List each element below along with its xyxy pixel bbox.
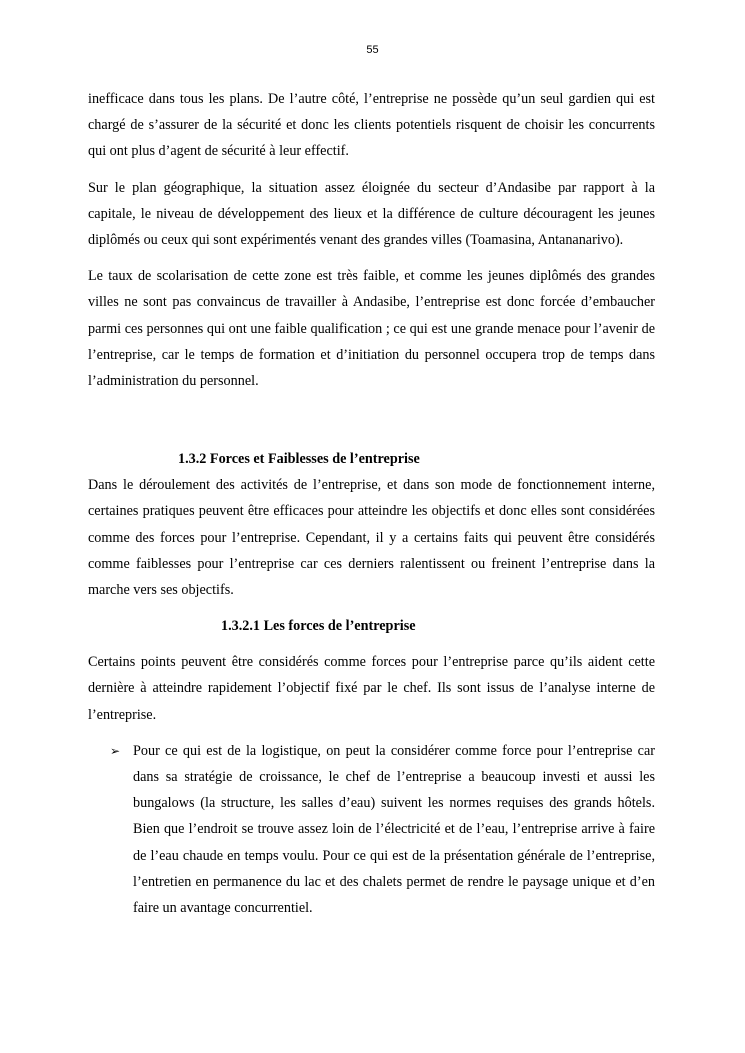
paragraph-schooling: Le taux de scolarisation de cette zone est très faible, et comme les jeunes diplômés des grandes villes ne sont pas convaincus de travailler à Andasibe, l’entreprise est donc forcée d’embaucher parmi ces personnes qui ont une faible qualification ; ce qui est une grande menace pour l’avenir de l’entreprise, car le temps de formation et d’initiation du personnel occupera trop de temps dans l’administration du personnel.	[88, 268, 655, 390]
paragraph-security: inefficace dans tous les plans. De l’autre côté, l’entreprise ne possède qu’un seul gardien qui est chargé de s’assurer de la sécurité et donc les clients potentiels risquent de choisir les concurrents qui ont plus d’agent de sécurité à leur effectif.	[88, 91, 655, 160]
paragraph-geography: Sur le plan géographique, la situation assez éloignée du secteur d’Andasibe par rapport à la capitale, le niveau de développement des lieux et la différence de culture découragent les jeunes diplômés ou ceux qui sont expérimentés venant des grandes villes (Toamasina, Antananarivo).	[88, 179, 655, 249]
subsection-heading: 1.3.2.1 Les forces de l’entreprise	[221, 618, 416, 635]
paragraph-strengths-weaknesses-intro: Dans le déroulement des activités de l’entreprise, et dans son mode de fonctionnement interne, certaines pratiques peuvent être efficaces pour atteindre les objectifs et donc elles sont considérées comme des forces pour l’entreprise. Cependant, il y a certains faits qui peuvent être considérés comme faiblesses pour l’entreprise car ces derniers ralentissent ou freinent l’entreprise dans la marche vers ses objectifs.	[88, 477, 655, 599]
arrow-bullet-icon: ➢	[110, 743, 121, 758]
section-heading: 1.3.2 Forces et Faiblesses de l’entreprise	[178, 451, 420, 468]
paragraph-strengths-intro: Certains points peuvent être considérés comme forces pour l’entreprise parce qu’ils aident cette dernière à atteindre rapidement l’objectif fixé par le chef. Ils sont issus de l’analyse interne de l’entreprise.	[88, 654, 655, 723]
bullet-item-text: Pour ce qui est de la logistique, on peut la considérer comme force pour l’entreprise car dans sa stratégie de croissance, le chef de l’entreprise a beaucoup investi et aussi les bungalows (la structure, les salles d’eau) suivent les normes requises des grands hôtels. Bien que l’endroit se trouve assez loin de l’électricité et de l’eau, l’entreprise arrive à faire de l’eau chaude en temps voulu. Pour ce qui est de la présentation générale de l’entreprise, l’entretien en permanence du lac et des chalets permet de rendre le paysage unique et d’en faire un avantage concurrentiel.	[133, 742, 655, 917]
page-number: 55	[366, 44, 379, 56]
bullet-item-logistics	[88, 738, 655, 921]
document-body	[88, 86, 655, 921]
